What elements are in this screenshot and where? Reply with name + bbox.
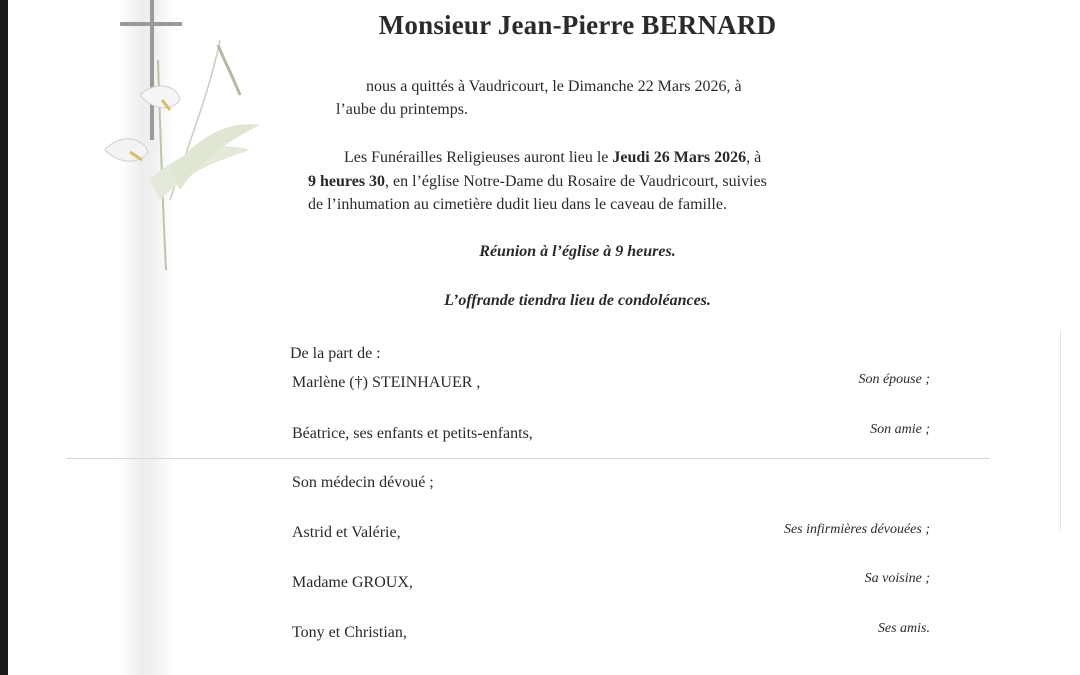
offering-note: L’offrande tiendra lieu de condoléances. — [444, 292, 711, 309]
announcement-line-2: l’aube du printemps. — [336, 101, 468, 118]
family-role-5: Sa voisine ; — [864, 571, 930, 586]
deceased-name-title: Monsieur Jean-Pierre BERNARD — [378, 10, 777, 40]
family-name-2: Béatrice, ses enfants et petits-enfants, — [292, 425, 533, 442]
family-name-1: Marlène (†) STEINHAUER , — [292, 374, 481, 391]
scan-mark — [1060, 330, 1061, 530]
fold-line — [66, 458, 990, 459]
from-label: De la part de : — [290, 345, 381, 362]
funeral-line-2 — [308, 170, 767, 194]
funeral-line-2-text: , en l’église Notre-Dame du Rosaire de Vaudricourt, suivies — [385, 173, 767, 190]
funeral-date: Jeudi 26 Mars 2026 — [612, 149, 747, 166]
family-role-4: Ses infirmières dévouées ; — [783, 522, 930, 537]
family-role-6: Ses amis. — [877, 621, 930, 636]
family-name-4: Astrid et Valérie, — [292, 524, 401, 541]
family-name-6: Tony et Christian, — [292, 624, 407, 641]
scan-edge — [0, 0, 8, 675]
family-name-5: Madame GROUX, — [292, 574, 413, 591]
funeral-line-3: de l’inhumation au cimetière dudit lieu dans le caveau de famille. — [308, 196, 727, 213]
funeral-line-1-text: Les Funérailles Religieuses auront lieu le — [344, 149, 613, 166]
family-role-1: Son épouse ; — [858, 372, 930, 387]
funeral-line-1-end: , à — [746, 149, 762, 166]
funeral-time: 9 heures 30 — [308, 173, 386, 190]
church-meeting-note: Réunion à l’église à 9 heures. — [479, 243, 676, 260]
family-role-2: Son amie ; — [870, 422, 930, 437]
family-name-3: Son médecin dévoué ; — [292, 474, 434, 491]
announcement-line-1: nous a quittés à Vaudricourt, le Dimanche 22 Mars 2026, à — [366, 78, 742, 95]
cross-and-calla-lilies-icon — [100, 0, 260, 280]
funeral-line-1 — [344, 146, 761, 170]
